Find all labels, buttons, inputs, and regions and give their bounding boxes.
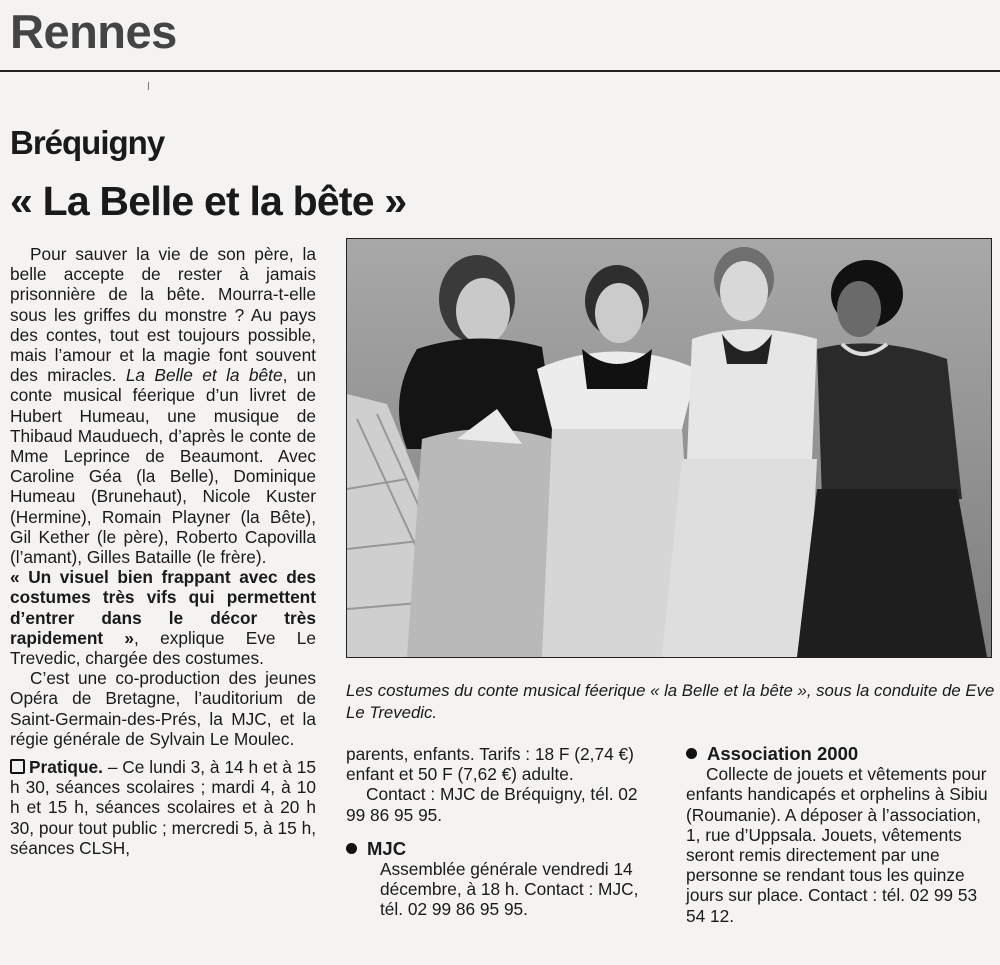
article-continuation: [346, 744, 656, 920]
quote-attribution: , explique Eve Le Trevedic, chargée des costumes.: [10, 627, 316, 669]
brief-mjc-title: [346, 839, 656, 859]
paragraph-pratique: [10, 757, 316, 858]
brief-association-text: Collecte de jouets et vêtements pour enfants handicapés et orphelins à Sibiu (Roumanie). A déposer à l’association, 1, rue d’Uppsala. Jouets, vêtements seront remis directement par une personne se rendant tous les quinze jours sur place. Contact : tél. 02 99 53 54 12.: [686, 764, 988, 926]
intro-credits: , un conte musical féerique d’un livret de Hubert Humeau, une musique de Thibaud Mauduech, d’après le conte de Mme Leprince de Beaumont. Avec Caroline Géa (la Belle), Dominique Humeau (Brunehaut), Nicole Kuster (Hermine), Romain Playner (la Bête), Gil Kether (le père), Roberto Capovilla (l’amant), Gilles Bataille (le frère).: [10, 365, 317, 568]
bullet-icon: [686, 748, 697, 759]
intro-text: Pour sauver la vie de son père, la belle accepte de rester à jamais prisonnière de la bête. Mourra-t-elle sous les griffes du monstre ? Au pays des contes, tout est toujours possible, mais l’amour et la magie font souvent des miracles.: [10, 244, 316, 386]
brief-mjc-title-text: MJC: [367, 837, 407, 859]
pratique-text: – Ce lundi 3, à 14 h et à 15 h 30, séances scolaires ; mardi 4, à 10 h et 15 h, séances scolaires et à 20 h 30, pour tout public ; mercredi 5, à 15 h, séances CLSH,: [10, 757, 316, 858]
checkbox-icon: [10, 759, 25, 774]
section-header: Rennes: [10, 5, 177, 58]
article-photo: [346, 238, 992, 658]
bullet-icon: [346, 843, 357, 854]
paragraph-coproduction: C’est une co-production des jeunes Opéra de Bretagne, l’auditorium de Saint-Germain-des-Prés, la MJC, et la régie générale de Sylvain Le Moulec.: [10, 668, 316, 749]
briefs-column: [686, 744, 992, 926]
header-rule: [0, 70, 1000, 72]
brief-mjc-text: Assemblée générale vendredi 14 décembre, à 18 h. Contact : MJC, tél. 02 99 86 95 95.: [380, 859, 639, 920]
pull-quote: « Un visuel bien frappant avec des costumes très vifs qui permettent d’entrer dans le décor très rapidement »: [10, 567, 316, 648]
print-mark: [148, 82, 149, 90]
brief-association-title: [686, 744, 992, 764]
costume-photo-illustration: [347, 239, 991, 657]
article-body: [10, 244, 316, 858]
article-kicker: Bréquigny: [10, 124, 165, 161]
contact-text: Contact : MJC de Bréquigny, tél. 02 99 86 95 95.: [346, 784, 638, 825]
tarifs-text: parents, enfants. Tarifs : 18 F (2,74 €) enfant et 50 F (7,62 €) adulte.: [346, 744, 634, 785]
photo-caption: Les costumes du conte musical féerique « la Belle et la bête », sous la conduite de Eve Le Trevedic.: [346, 681, 995, 722]
article-headline: « La Belle et la bête »: [10, 178, 407, 224]
paragraph-intro: [10, 244, 316, 567]
brief-association-title-text: Association 2000: [707, 743, 859, 764]
pratique-label: Pratique.: [29, 757, 103, 778]
paragraph-quote: [10, 567, 316, 668]
show-title: La Belle et la bête: [125, 365, 283, 386]
